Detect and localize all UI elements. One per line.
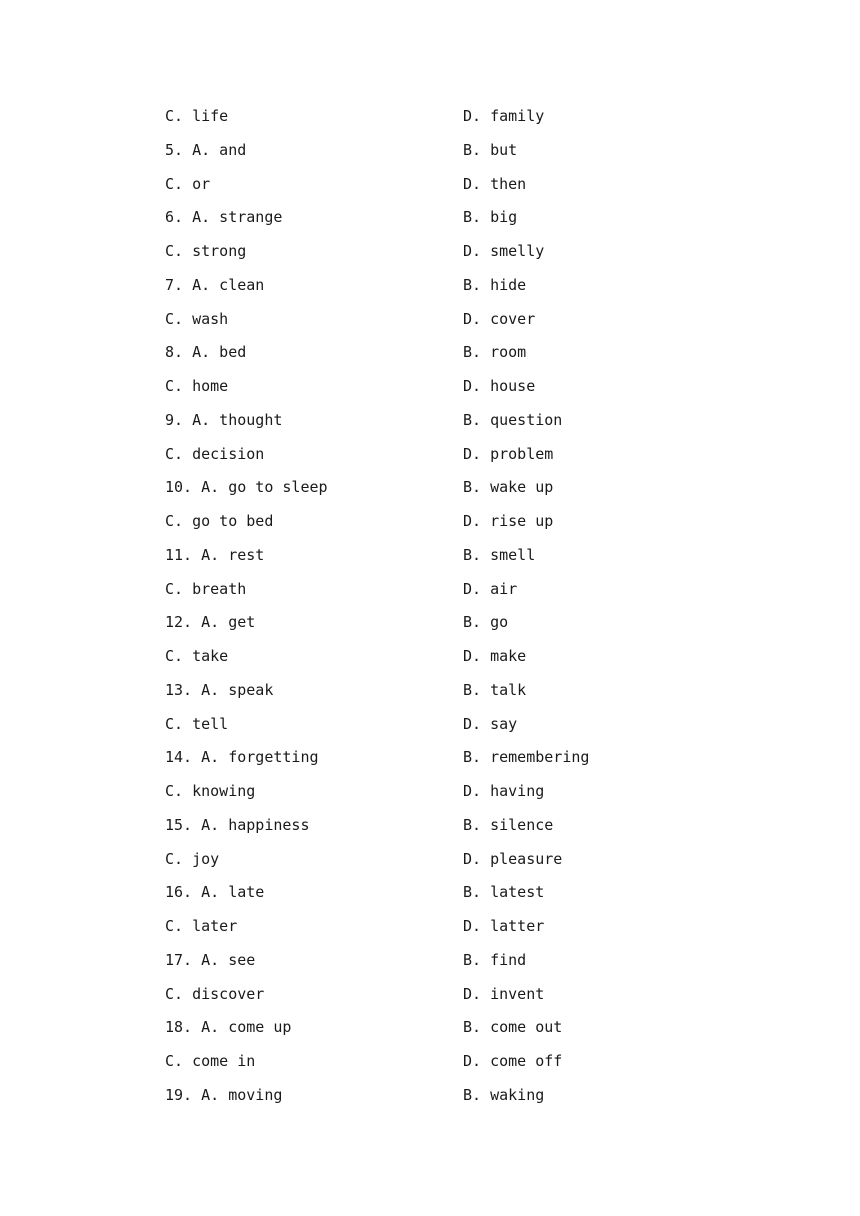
option-right: B. find [463,950,527,969]
option-left: 11. A. rest [165,545,265,564]
option-right: D. house [463,377,536,395]
option-left: C. breath [165,579,247,598]
option-row [0,572,860,606]
option-left: 19. A. moving [165,1085,283,1104]
option-right: D. come off [463,1052,563,1070]
option-row [0,335,860,369]
option-left: 7. A. clean [165,275,265,294]
option-right: B. waking [463,1085,545,1104]
option-left: 13. A. speak [165,680,274,699]
option-left: C. strong [165,242,247,260]
option-left: 6. A. strange [165,208,283,227]
option-row [0,842,860,876]
option-left: C. take [165,647,229,665]
option-right: B. big [463,208,518,227]
option-row [0,774,860,808]
option-right: D. family [463,107,545,125]
option-row [0,1078,860,1112]
option-right: B. hide [463,275,527,294]
option-row [0,133,860,167]
option-row [0,538,860,572]
option-right: B. but [463,140,518,159]
option-row [0,504,860,538]
option-row [0,167,860,201]
option-row [0,200,860,234]
option-row [0,808,860,842]
option-row [0,740,860,774]
option-right: D. invent [463,984,545,1003]
option-row [0,369,860,403]
option-left: 17. A. see [165,950,256,969]
option-left: 14. A. forgetting [165,748,319,767]
option-row [0,909,860,943]
option-row [0,1044,860,1078]
option-left: C. tell [165,714,229,733]
option-right: B. wake up [463,478,554,497]
option-row [0,707,860,741]
option-left: 8. A. bed [165,343,247,362]
option-right: D. rise up [463,512,554,530]
option-left: 16. A. late [165,883,265,902]
option-right: D. pleasure [463,849,563,868]
option-right: B. silence [463,815,554,834]
option-left: C. go to bed [165,512,274,530]
option-right: B. remembering [463,748,590,767]
option-right: D. cover [463,309,536,328]
option-left: C. later [165,917,238,935]
option-row [0,403,860,437]
option-right: D. say [463,714,518,733]
option-row [0,605,860,639]
option-left: C. wash [165,309,229,328]
option-left: C. or [165,174,211,193]
option-right: D. problem [463,444,554,463]
option-right: D. latter [463,917,545,935]
option-right: B. come out [463,1018,563,1037]
option-row [0,673,860,707]
option-left: 5. A. and [165,140,247,159]
option-left: 15. A. happiness [165,815,310,834]
option-right: D. air [463,579,518,598]
option-left: C. joy [165,849,220,868]
option-left: C. life [165,107,229,125]
option-left: 18. A. come up [165,1018,292,1037]
option-left: C. knowing [165,782,256,800]
option-row [0,234,860,268]
option-row [0,943,860,977]
option-row [0,977,860,1011]
option-row [0,302,860,336]
option-row [0,99,860,133]
option-right: B. go [463,613,509,632]
option-left: 10. A. go to sleep [165,478,328,497]
option-left: C. come in [165,1052,256,1070]
option-left: C. decision [165,444,265,463]
option-right: D. make [463,647,527,665]
option-row [0,875,860,909]
option-right: D. having [463,782,545,800]
option-row [0,639,860,673]
option-left: C. discover [165,984,265,1003]
option-right: B. smell [463,545,536,564]
option-row [0,268,860,302]
option-left: 9. A. thought [165,410,283,429]
option-right: B. question [463,410,563,429]
option-left: C. home [165,377,229,395]
option-row [0,437,860,471]
option-right: B. talk [463,680,527,699]
option-right: D. smelly [463,242,545,260]
option-right: B. room [463,343,527,362]
option-row [0,1010,860,1044]
option-left: 12. A. get [165,613,256,632]
option-right: B. latest [463,883,545,902]
option-right: D. then [463,174,527,193]
option-row [0,470,860,504]
